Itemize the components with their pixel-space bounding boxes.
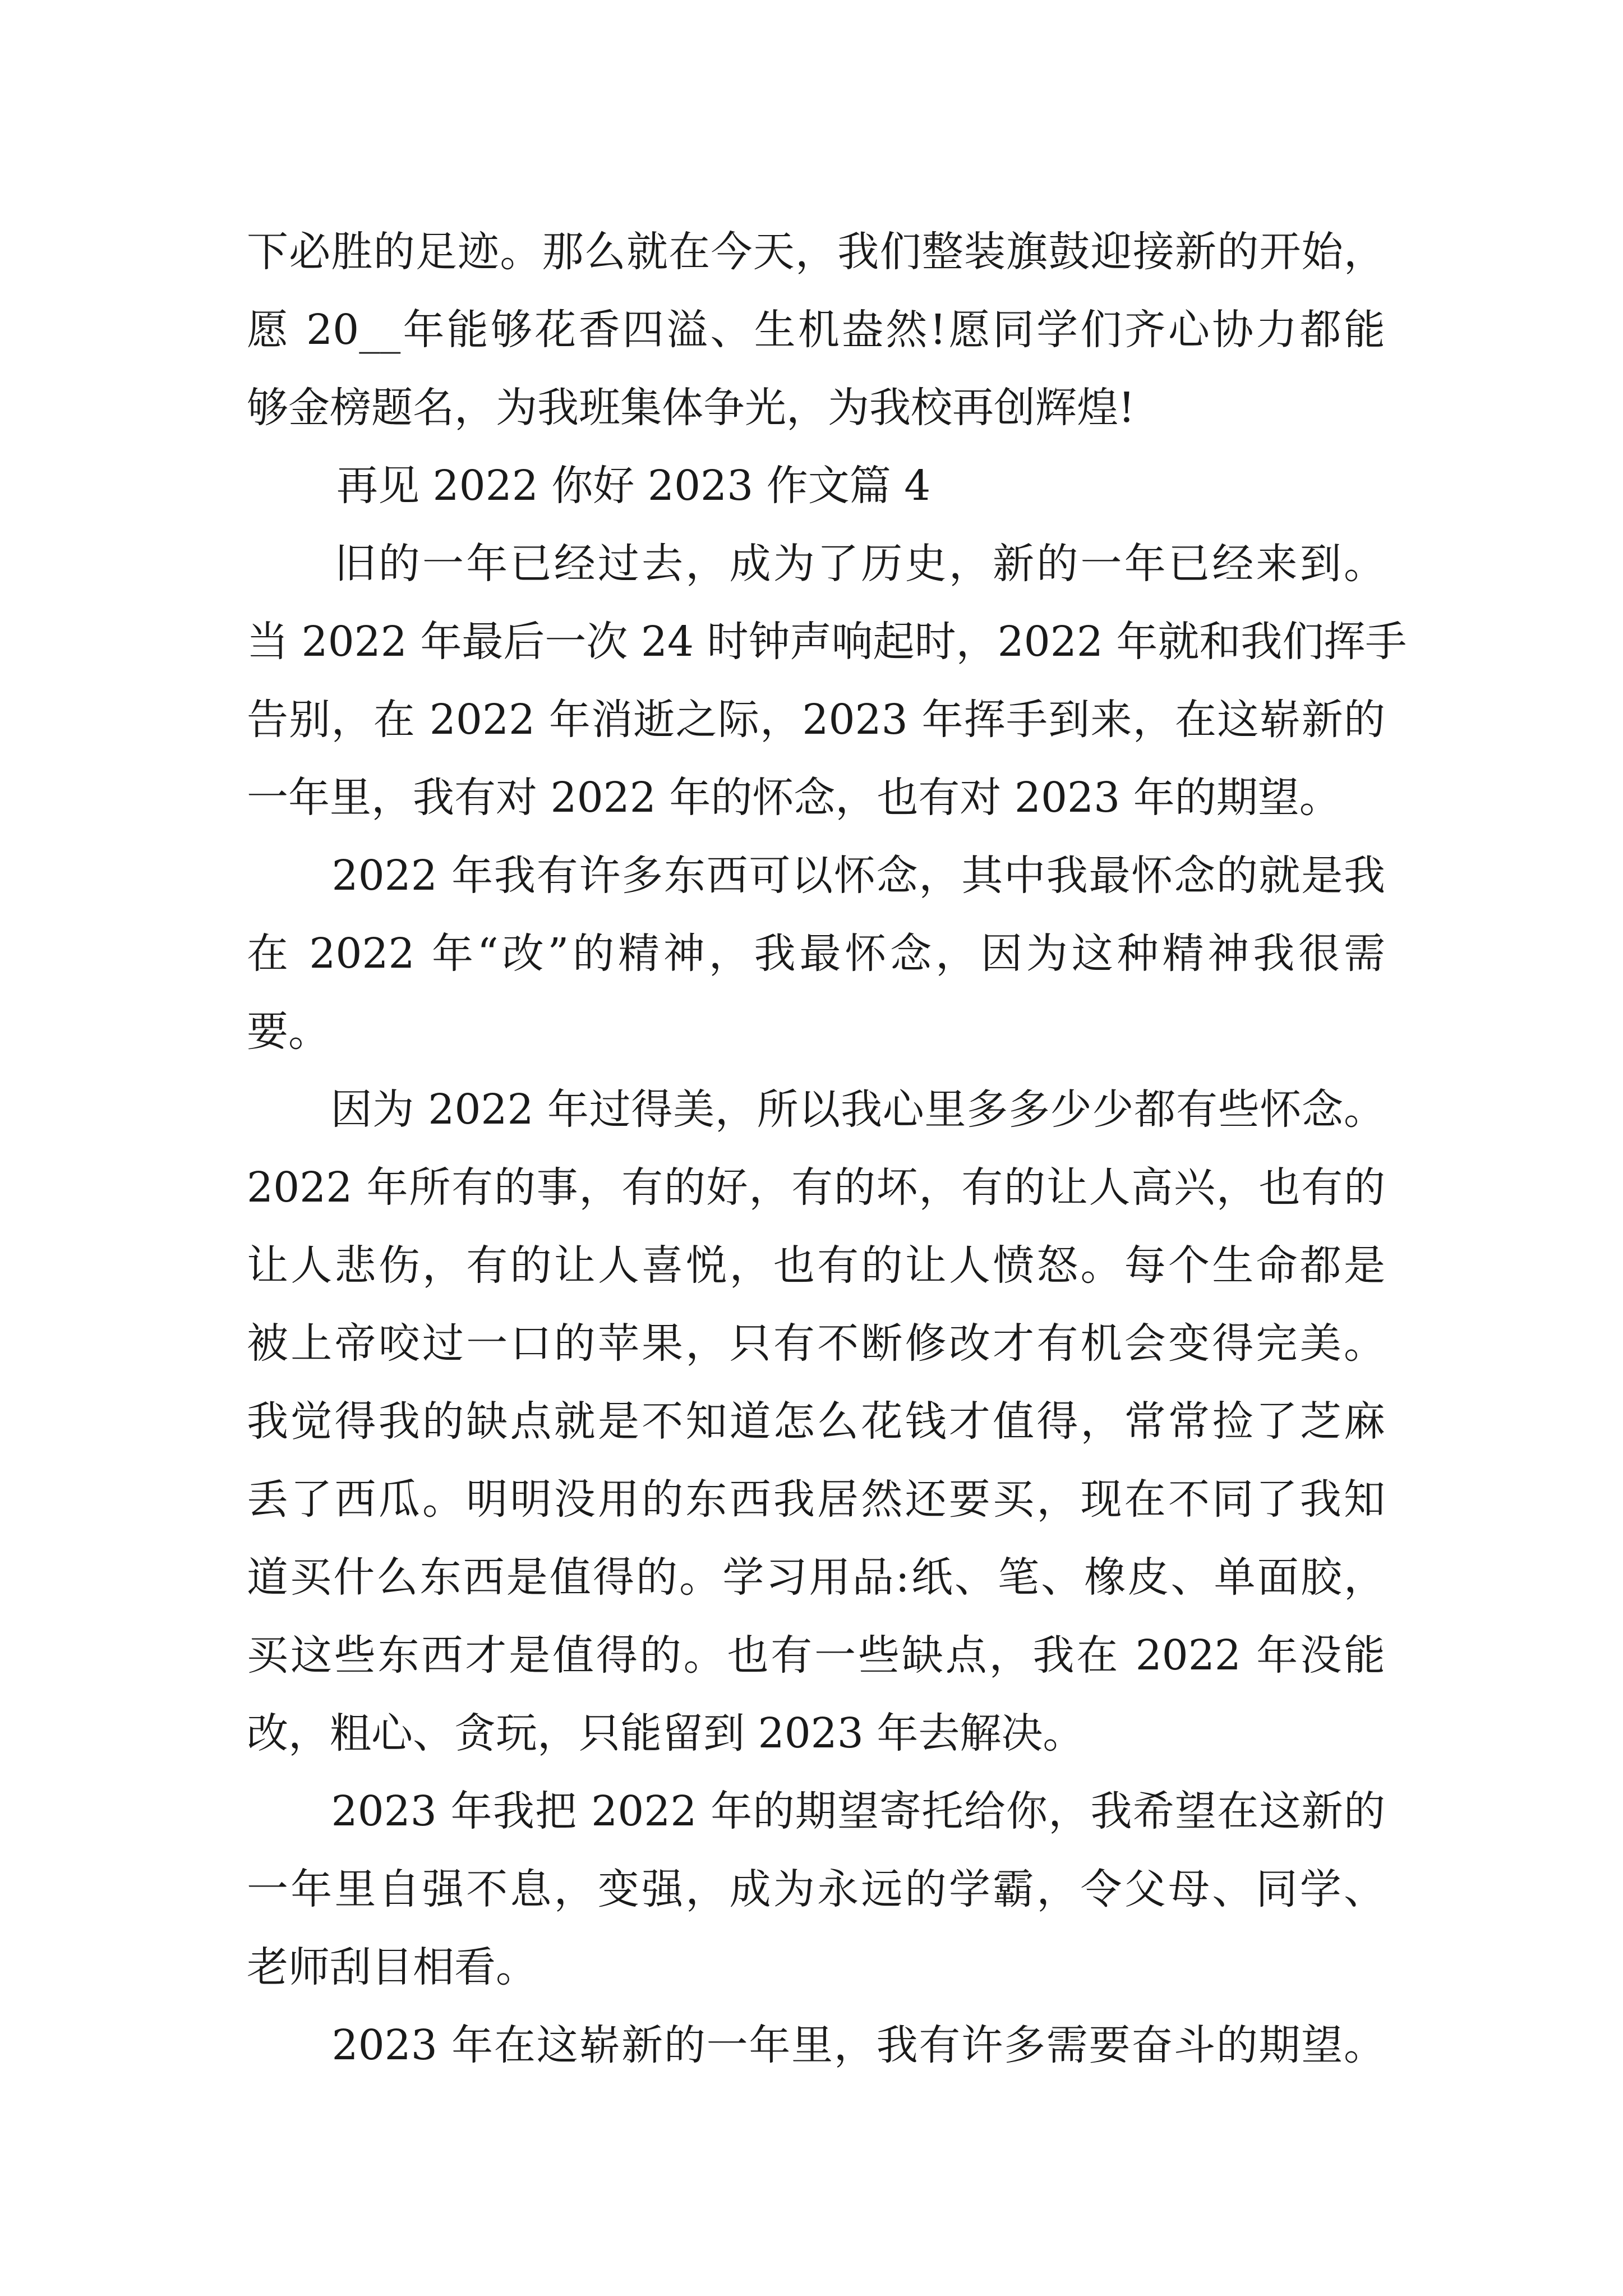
text-line: 让人悲伤，有的让人喜悦，也有的让人愤怒。每个生命都是 <box>247 1241 1385 1290</box>
text-line: 老师刮目相看。 <box>247 1943 537 1991</box>
section-heading: 再见 2022 你好 2023 作文篇 4 <box>336 462 931 510</box>
text-line: 一年里，我有对 2022 年的怀念，也有对 2023 年的期望。 <box>247 774 1341 822</box>
text-line: 2023 年我把 2022 年的期望寄托给你，我希望在这新的 <box>247 1787 1385 1835</box>
text-line: 买这些东西才是值得的。也有一些缺点，我在 2022 年没能 <box>247 1631 1385 1680</box>
paragraph-4 <box>247 1773 1385 2007</box>
text-line: 下必胜的足迹。那么就在今天，我们整装旗鼓迎接新的开始， <box>247 228 1385 276</box>
text-line: 被上帝咬过一口的苹果，只有不断修改才有机会变得完美。 <box>247 1319 1385 1368</box>
text-line: 丢了西瓜。明明没用的东西我居然还要买，现在不同了我知 <box>247 1475 1385 1524</box>
text-line: 愿 20__年能够花香四溢、生机盎然!愿同学们齐心协力都能 <box>247 306 1385 354</box>
text-line: 一年里自强不息，变强，成为永远的学霸，令父母、同学、 <box>247 1865 1385 1913</box>
text-line: 在 2022 年“改”的精神，我最怀念，因为这种精神我很需 <box>247 930 1385 978</box>
paragraph-5 <box>247 2007 1385 2085</box>
text-line: 够金榜题名，为我班集体争光，为我校再创辉煌! <box>247 384 1135 432</box>
text-line: 因为 2022 年过得美，所以我心里多多少少都有些怀念。 <box>247 1085 1385 1134</box>
text-line: 要。 <box>247 1007 330 1056</box>
intro-paragraph <box>247 213 1385 447</box>
document-page <box>247 213 1407 2085</box>
text-line: 道买什么东西是值得的。学习用品:纸、笔、橡皮、单面胶， <box>247 1553 1385 1602</box>
text-line: 2022 年我有许多东西可以怀念，其中我最怀念的就是我 <box>247 852 1385 900</box>
paragraph-3 <box>247 1071 1385 1773</box>
text-line: 我觉得我的缺点就是不知道怎么花钱才值得，常常捡了芝麻 <box>247 1397 1385 1446</box>
paragraph-1 <box>247 525 1407 837</box>
text-line: 告别，在 2022 年消逝之际，2023 年挥手到来，在这崭新的 <box>247 696 1385 744</box>
text-line: 改，粗心、贪玩，只能留到 2023 年去解决。 <box>247 1709 1085 1757</box>
text-line: 当 2022 年最后一次 24 时钟声响起时，2022 年就和我们挥手 <box>247 618 1407 666</box>
text-line: 2023 年在这崭新的一年里，我有许多需要奋斗的期望。 <box>247 2021 1385 2069</box>
text-line: 2022 年所有的事，有的好，有的坏，有的让人高兴，也有的 <box>247 1163 1385 1212</box>
text-line: 旧的一年已经过去，成为了历史，新的一年已经来到。 <box>247 540 1385 588</box>
paragraph-2 <box>247 837 1385 1071</box>
